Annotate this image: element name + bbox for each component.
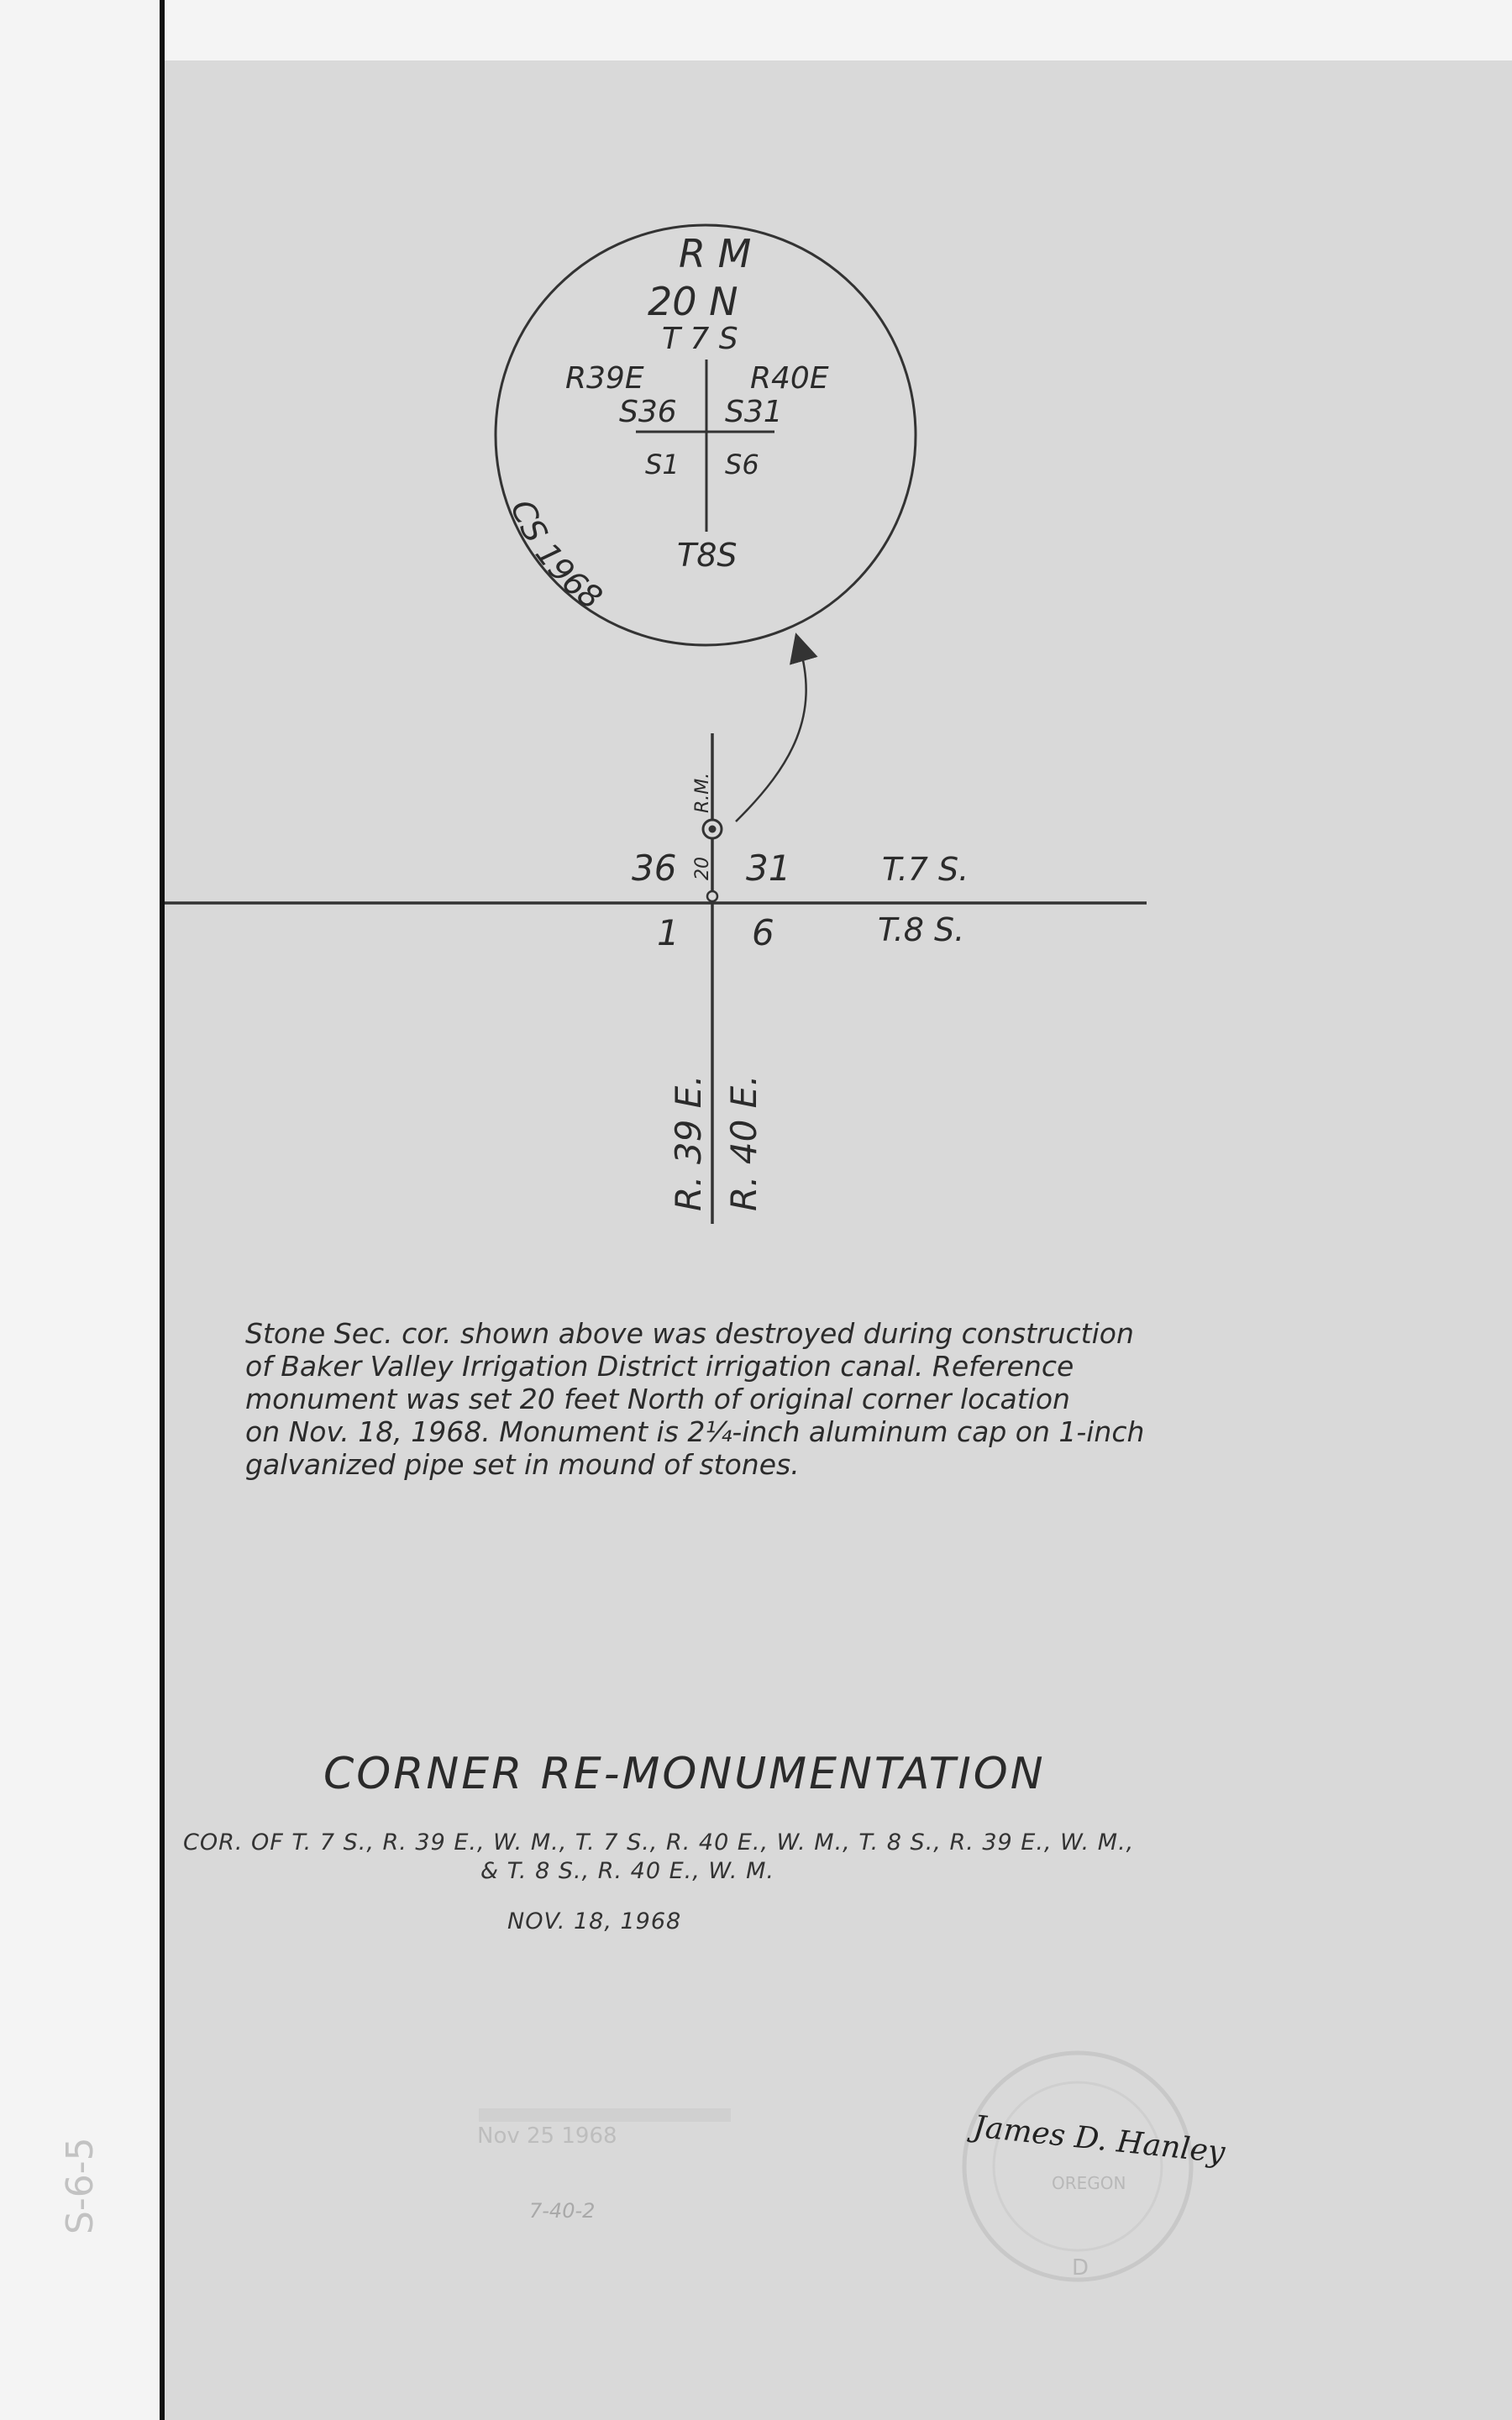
cap-township-south: T8S [677, 537, 738, 574]
note-line: monument was set 20 feet North of original corner location [245, 1383, 1070, 1415]
rm-distance-label: 20 [692, 857, 713, 880]
leader-arrow [736, 647, 806, 822]
cap-range-west: R39E [565, 361, 644, 396]
embossed-seal [964, 2053, 1191, 2281]
cap-distance-text: 20 N [648, 279, 738, 324]
margin-marking: S-6-5 [59, 2137, 102, 2234]
township-7s-label: T.7 S. [882, 851, 969, 888]
note-line: of Baker Valley Irrigation District irrigation canal. Reference [245, 1350, 1074, 1383]
township-8s-label: T.8 S. [878, 911, 965, 948]
stamp-smudge [479, 2108, 731, 2122]
range-40e-label: R. 40 E. [723, 1074, 764, 1211]
surveyor-signature: James D. Hanley [971, 2109, 1227, 2171]
original-corner-symbol [707, 891, 717, 901]
rm-label: R.M. [692, 772, 713, 813]
faded-stamp-date: Nov 25 1968 [477, 2123, 617, 2149]
cap-section-31: S31 [725, 395, 783, 429]
section-1-label: 1 [657, 912, 680, 953]
seal-inner-ring [994, 2082, 1162, 2250]
range-39e-label: R. 39 E. [668, 1074, 709, 1211]
corner-description-line-1: COR. OF T. 7 S., R. 39 E., W. M., T. 7 S., R. 40 E., W. M., T. 8 S., R. 39 E., W. M., [183, 1829, 1135, 1856]
reference-monument-center [709, 826, 717, 833]
cap-section-36: S36 [619, 395, 677, 429]
cap-rm-text: R M [679, 231, 752, 276]
note-line: on Nov. 18, 1968. Monument is 2¼-inch aluminum cap on 1-inch [245, 1415, 1145, 1448]
cap-range-east: R40E [750, 361, 829, 396]
seal-bottom-text: D [1072, 2255, 1089, 2281]
survey-note [245, 1317, 1329, 1481]
cap-section-6: S6 [725, 449, 759, 480]
faded-stamp-block [479, 2108, 731, 2122]
seal-outer-ring [964, 2053, 1191, 2280]
corner-description-line-2: & T. 8 S., R. 40 E., W. M. [480, 1858, 774, 1884]
section-36-label: 36 [632, 848, 677, 889]
corner-plat [165, 733, 1147, 1224]
cap-arc-text: CS 1968 [503, 494, 609, 617]
seal-center-text: OREGON [1052, 2173, 1126, 2193]
note-line: galvanized pipe set in mound of stones. [245, 1448, 800, 1481]
faded-stamp-number: 7-40-2 [529, 2199, 596, 2223]
section-31-label: 31 [746, 848, 791, 889]
section-6-label: 6 [752, 912, 774, 953]
cap-section-1: S1 [645, 449, 680, 480]
note-line: Stone Sec. cor. shown above was destroyed during construction [245, 1317, 1134, 1350]
monumentation-date: NOV. 18, 1968 [507, 1908, 682, 1934]
document-title: CORNER RE-MONUMENTATION [323, 1749, 1046, 1799]
monument-cap-detail [496, 225, 916, 645]
cap-township-north: T 7 S [662, 322, 738, 356]
